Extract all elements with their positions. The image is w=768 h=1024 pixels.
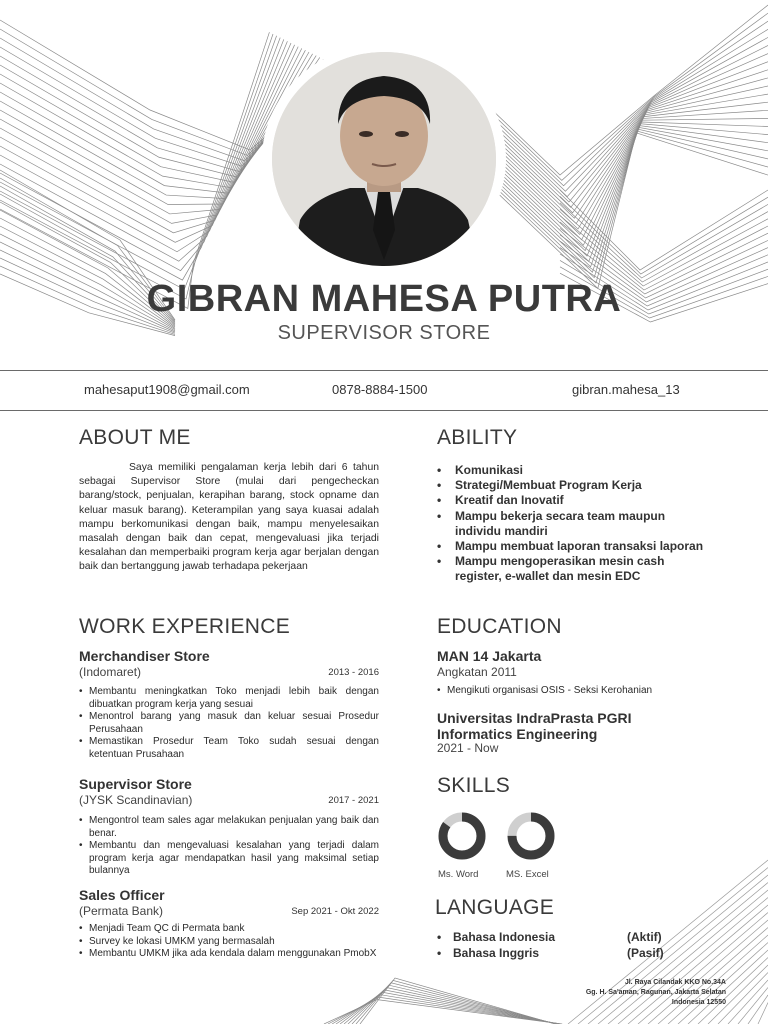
list-item: • Kreatif dan Inovatif	[437, 493, 707, 508]
skill-label: MS. Excel	[506, 869, 549, 880]
ability-list	[437, 463, 707, 585]
address-line: Jl. Raya Cilandak KKO No.34A	[624, 979, 726, 986]
ability-heading: ABILITY	[437, 426, 518, 449]
about-text: Saya memiliki pengalaman kerja lebih dari 6 tahun sebagai Supervisor Store (mulai dari pengecheckan barang/stock, penjualan, kerapihan barang, stock opname dan keluar masuk barang). Keterampilan yang saya kuasai adalah mampu berkomunikasi dengan baik, mampu menyelesaikan masalah dengan baik dan cepat, mengevaluasi jika terjadi kesalahan dan memperbaiki program kerja agar berjalan dengan baik dan bertanggung jawab terhadapa pekerjaan	[79, 462, 379, 573]
address-block	[506, 978, 726, 1008]
address-line: Gg. H. Sa'aman, Ragunan, Jakarta Selatan	[585, 989, 726, 996]
list-item: • Memastikan Prosedur Team Toko sudah sesuai dengan ketentuan Prusahaan	[79, 736, 379, 761]
job-company: (JYSK Scandinavian)	[79, 793, 193, 807]
school-major: Informatics Engineering	[437, 726, 598, 742]
education-heading: EDUCATION	[437, 615, 562, 638]
list-item: • Komunikasi	[437, 463, 707, 478]
job-duties-list	[79, 923, 379, 961]
job-company: (Permata Bank)	[79, 904, 164, 918]
list-item	[437, 930, 687, 946]
about-heading: ABOUT ME	[79, 426, 191, 449]
job-duties-list	[79, 686, 379, 762]
list-item: • Menjadi Team QC di Permata bank	[79, 923, 379, 936]
work-heading: WORK EXPERIENCE	[79, 615, 291, 638]
person-name: GIBRAN MAHESA PUTRA	[146, 278, 622, 320]
progress-ring-icon	[505, 810, 557, 862]
progress-ring-icon	[436, 810, 488, 862]
list-item: • Mampu membuat laporan transaksi laporan	[437, 539, 707, 554]
list-item: • Strategi/Membuat Program Kerja	[437, 478, 707, 493]
language-level: (Aktif)	[627, 930, 662, 944]
school-name: MAN 14 Jakarta	[437, 648, 542, 664]
job-title: Merchandiser Store	[79, 648, 210, 664]
language-level: (Pasif)	[627, 945, 664, 960]
language-heading: LANGUAGE	[435, 896, 555, 919]
language-name: Bahasa Indonesia	[453, 930, 556, 944]
job-period: 2013 - 2016	[328, 667, 379, 678]
skill-label: Ms. Word	[438, 869, 479, 880]
about-paragraph	[79, 461, 379, 575]
phone-text: 0878-8884-1500	[332, 382, 428, 397]
list-item: • Mampu bekerja secara team maupun individu mandiri	[437, 509, 707, 539]
language-list	[437, 930, 687, 961]
job-title: Supervisor Store	[79, 776, 192, 792]
social-handle-text: gibran.mahesa_13	[572, 382, 680, 397]
list-item: • Mengikuti organisasi OSIS - Seksi Kerohanian	[437, 685, 727, 696]
list-item: • Membantu dan mengevaluasi kesalahan yang terjadi dalam program kerja agar mendapatkan hasil yang maksimal setiap bulannya	[79, 840, 379, 878]
job-title: Sales Officer	[79, 887, 165, 903]
school-name: Universitas IndraPrasta PGRI	[437, 710, 632, 726]
divider-top	[0, 370, 768, 371]
list-item: • Survey ke lokasi UMKM yang bermasalah	[79, 936, 379, 949]
school-year: Angkatan 2011	[437, 665, 517, 679]
job-period: Sep 2021 - Okt 2022	[291, 906, 379, 917]
job-role: SUPERVISOR STORE	[277, 322, 491, 344]
list-item: • Mampu mengoperasikan mesin cash register, e-wallet dan mesin EDC	[437, 554, 707, 584]
profile-photo	[272, 52, 496, 266]
job-period: 2017 - 2021	[328, 795, 379, 806]
language-name: Bahasa Inggris	[453, 945, 540, 960]
profile-photo-frame	[262, 44, 506, 274]
list-item	[437, 946, 687, 962]
skills-heading: SKILLS	[437, 774, 511, 797]
school-activities-list	[437, 685, 727, 696]
list-item: • Menontrol barang yang masuk dan keluar sesuai Prosedur Perusahaan	[79, 711, 379, 736]
list-item: • Mengontrol team sales agar melakukan penjualan yang baik dan benar.	[79, 815, 379, 840]
email-text: mahesaput1908@gmail.com	[84, 382, 250, 397]
list-item: • Membantu meningkatkan Toko menjadi lebih baik dengan dibuatkan program kerja yang sesuai	[79, 686, 379, 711]
address-line: Indonesia 12550	[671, 999, 726, 1006]
job-company: (Indomaret)	[79, 665, 142, 679]
divider-bottom	[0, 410, 768, 411]
person-portrait-icon	[272, 52, 496, 266]
job-duties-list	[79, 815, 379, 878]
school-period: 2021 - Now	[437, 741, 499, 755]
list-item: • Membantu UMKM jika ada kendala dalam menggunakan PmobX	[79, 948, 379, 961]
